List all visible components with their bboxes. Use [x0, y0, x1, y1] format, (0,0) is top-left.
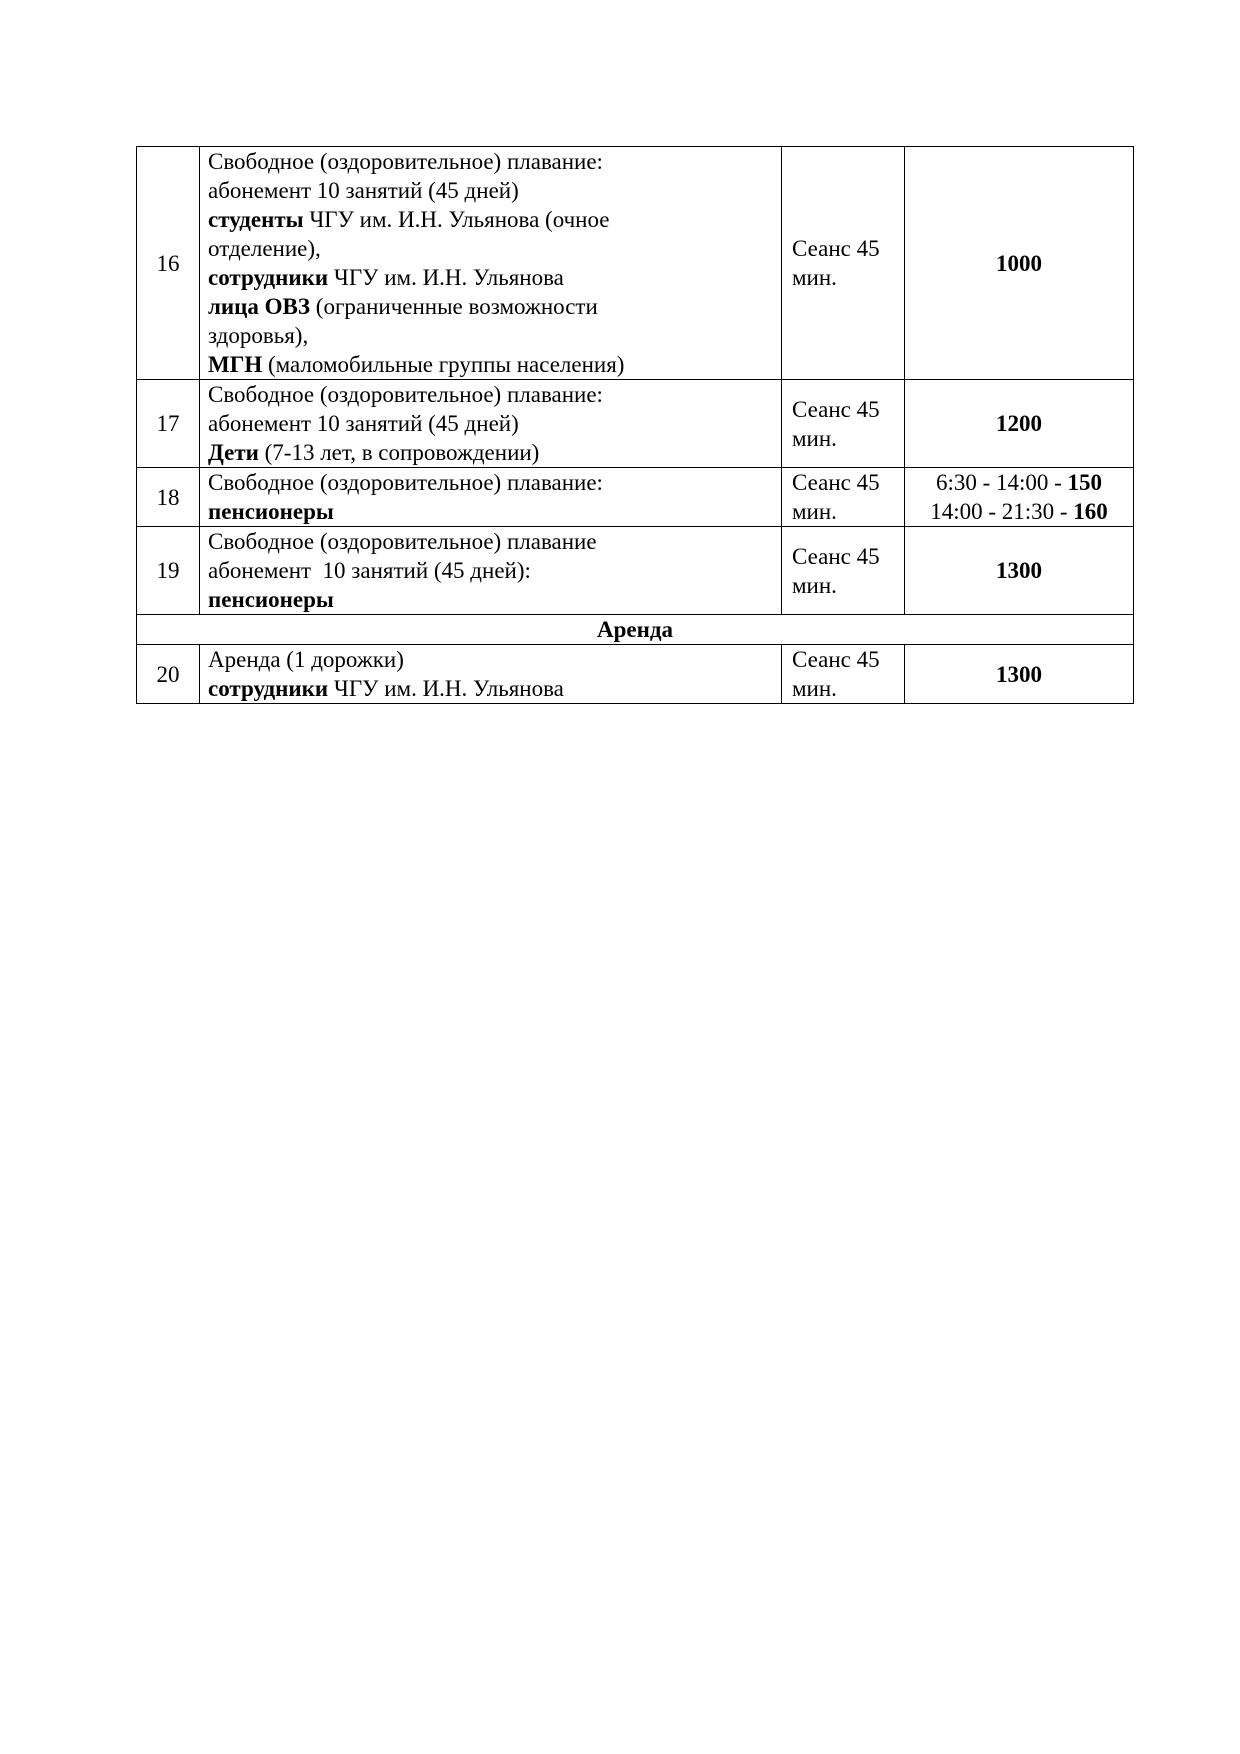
section-row: [137, 615, 1134, 645]
table-row: [137, 645, 1134, 704]
row-number: 16: [137, 147, 200, 380]
row-number: 19: [137, 527, 200, 615]
category-label: Дети: [208, 440, 259, 465]
price-line: 6:30 - 14:00 - 150: [935, 470, 1103, 495]
session-duration: Сеанс 45 мин.: [782, 147, 905, 380]
table-row: [137, 380, 1134, 468]
price-line: 14:00 - 21:30 - 160: [930, 499, 1108, 524]
category-label: сотрудники: [208, 676, 329, 701]
category-label: пенсионеры: [208, 499, 334, 524]
category-label: студенты: [208, 207, 304, 232]
price-value: 150: [1067, 470, 1103, 495]
table-row: [137, 527, 1134, 615]
table-row: [137, 147, 1134, 380]
session-duration: Сеанс 45 мин.: [782, 380, 905, 468]
price-value: 1300: [905, 527, 1134, 615]
category-label: лица ОВЗ: [208, 294, 311, 319]
table-row: [137, 468, 1134, 527]
category-label: пенсионеры: [208, 587, 334, 612]
category-label: МГН: [208, 352, 263, 377]
price-value: 160: [1073, 499, 1108, 524]
service-description: Свободное (оздоровительное) плавание: абонемент 10 занятий (45 дней) студенты ЧГУ им. И.Н. Ульянова (очное отделение), сотрудники ЧГУ им. И.Н. Ульянова лица ОВЗ (ограниченные возможности здоровья), МГН (маломобильные группы населения): [200, 147, 782, 380]
session-duration: Сеанс 45 мин.: [782, 527, 905, 615]
session-duration: Сеанс 45 мин.: [782, 468, 905, 527]
service-description: Свободное (оздоровительное) плавание: пенсионеры: [200, 468, 782, 527]
row-number: 18: [137, 468, 200, 527]
price-value: 1300: [905, 645, 1134, 704]
service-description: Свободное (оздоровительное) плавание абонемент 10 занятий (45 дней): пенсионеры: [200, 527, 782, 615]
category-label: сотрудники: [208, 265, 329, 290]
section-title: Аренда: [137, 615, 1134, 645]
service-description: Свободное (оздоровительное) плавание: абонемент 10 занятий (45 дней) Дети (7-13 лет, в сопровождении): [200, 380, 782, 468]
price-value: 1200: [905, 380, 1134, 468]
time-based-prices: [905, 468, 1134, 527]
row-number: 17: [137, 380, 200, 468]
session-duration: Сеанс 45 мин.: [782, 645, 905, 704]
price-value: 1000: [905, 147, 1134, 380]
price-table: [136, 146, 1134, 704]
row-number: 20: [137, 645, 200, 704]
service-description: Аренда (1 дорожки) сотрудники ЧГУ им. И.Н. Ульянова: [200, 645, 782, 704]
